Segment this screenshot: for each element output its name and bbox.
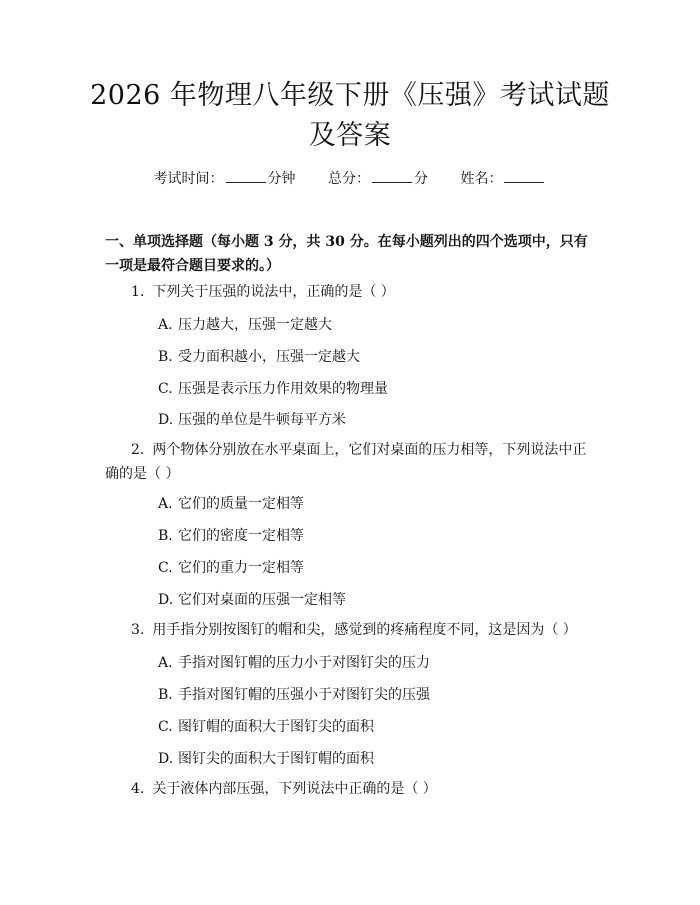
option-text: 受力面积越小，压强一定越大 — [178, 349, 360, 365]
page-title: 2026 年物理八年级下册《压强》考试试题及答案 — [90, 80, 610, 151]
option-letter: C. — [158, 719, 173, 735]
question-1-option-a — [158, 315, 332, 335]
question-text: 下列关于压强的说法中，正确的是（ ） — [152, 284, 395, 300]
option-text: 它们的密度一定相等 — [178, 528, 304, 544]
time-label: 考试时间： — [153, 171, 224, 187]
question-text: 关于液体内部压强，下列说法中正确的是（ ） — [152, 781, 437, 797]
option-letter: B. — [158, 349, 173, 365]
option-letter: D. — [158, 592, 174, 608]
option-letter: D. — [158, 751, 174, 767]
section-heading: 一、单项选择题（每小题 3 分，共 30 分。在每小题列出的四个选项中，只有一项是最符合题目要求的。） — [105, 234, 588, 274]
score-label: 总分： — [328, 171, 370, 187]
question-3-option-c — [158, 717, 374, 737]
option-text: 图钉帽的面积大于图钉尖的面积 — [178, 719, 374, 735]
question-number: 2. — [131, 442, 145, 458]
option-letter: D. — [158, 412, 174, 428]
question-1-option-d — [158, 410, 346, 430]
question-2-option-c — [158, 558, 304, 578]
question-text: 两个物体分别放在水平桌面上，它们对桌面的压力相等，下列说法中正确的是（ ） — [105, 442, 587, 482]
exam-meta — [0, 168, 700, 189]
question-3-option-d — [158, 749, 374, 769]
option-letter: C. — [158, 381, 173, 397]
option-text: 它们的重力一定相等 — [178, 560, 304, 576]
option-letter: A. — [158, 496, 173, 512]
question-2-option-b — [158, 526, 304, 546]
option-letter: B. — [158, 528, 173, 544]
question-3-option-a — [158, 653, 430, 673]
student-name — [460, 168, 546, 189]
exam-time — [154, 168, 296, 189]
option-letter: C. — [158, 560, 173, 576]
question-number: 4. — [131, 781, 145, 797]
question-number: 3. — [131, 622, 145, 638]
name-blank — [504, 168, 544, 183]
question-3 — [105, 618, 595, 642]
question-4 — [105, 777, 595, 801]
question-2-option-d — [158, 590, 346, 610]
option-text: 压强是表示压力作用效果的物理量 — [178, 381, 388, 397]
option-text: 图钉尖的面积大于图钉帽的面积 — [178, 751, 374, 767]
option-text: 它们对桌面的压强一定相等 — [178, 592, 346, 608]
option-text: 手指对图钉帽的压力小于对图钉尖的压力 — [178, 655, 430, 671]
question-1-option-b — [158, 347, 360, 367]
option-text: 压力越大，压强一定越大 — [178, 317, 332, 333]
question-1 — [105, 280, 595, 304]
question-2 — [105, 438, 595, 486]
question-1-option-c — [158, 379, 388, 399]
option-text: 手指对图钉帽的压强小于对图钉尖的压强 — [178, 687, 430, 703]
score-unit: 分 — [414, 171, 428, 187]
time-unit: 分钟 — [267, 171, 296, 187]
option-text: 压强的单位是牛顿每平方米 — [178, 412, 346, 428]
question-number: 1. — [131, 284, 145, 300]
name-label: 姓名： — [460, 171, 503, 187]
option-letter: A. — [158, 655, 173, 671]
option-letter: B. — [158, 687, 173, 703]
option-text: 它们的质量一定相等 — [178, 496, 304, 512]
total-score — [328, 168, 428, 189]
question-2-option-a — [158, 494, 304, 514]
question-3-option-b — [158, 685, 430, 705]
score-blank — [372, 168, 412, 183]
time-blank — [226, 168, 266, 183]
option-letter: A. — [158, 317, 173, 333]
question-text: 用手指分别按图钉的帽和尖，感觉到的疼痛程度不同，这是因为（ ） — [152, 622, 577, 638]
